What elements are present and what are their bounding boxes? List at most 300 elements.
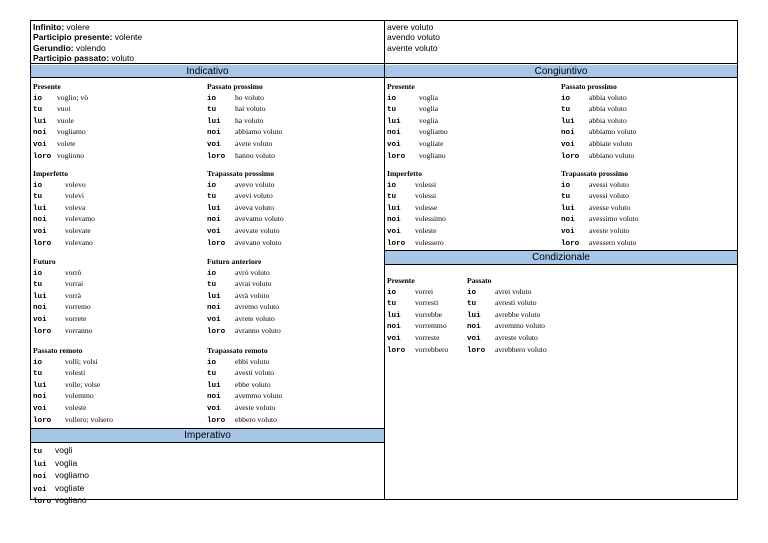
conjugation-row bbox=[33, 180, 95, 192]
conjugation-row bbox=[387, 116, 448, 128]
tense-title: Passato bbox=[467, 276, 492, 285]
pronoun: noi bbox=[33, 473, 47, 482]
pronoun: lui bbox=[207, 292, 221, 301]
participio-presente-value: volente bbox=[112, 32, 143, 43]
verb-form: voleva bbox=[65, 202, 86, 212]
pronoun: loro bbox=[33, 416, 52, 425]
verb-form: aveste voluto bbox=[589, 225, 630, 235]
pronoun: lui bbox=[387, 117, 401, 126]
conjugation-row bbox=[33, 357, 113, 369]
pronoun: noi bbox=[33, 393, 47, 402]
conjugation-row bbox=[467, 287, 547, 299]
pronoun: loro bbox=[561, 152, 580, 161]
pronoun: lui bbox=[33, 381, 47, 390]
verb-form: abbia voluto bbox=[589, 115, 627, 125]
tense-title: Futuro anteriore bbox=[207, 257, 262, 266]
gerundio-label: Gerundio: bbox=[33, 42, 74, 53]
pronoun: tu bbox=[467, 300, 477, 309]
pronoun: loro bbox=[467, 346, 486, 355]
pronoun: io bbox=[467, 288, 477, 297]
pronoun: noi bbox=[207, 304, 221, 313]
verb-form: avranno voluto bbox=[235, 325, 281, 335]
conjugation-row bbox=[561, 127, 636, 139]
conjugation-row bbox=[467, 321, 547, 333]
infinito-value: volere bbox=[64, 22, 90, 32]
tense-title: Trapassato remoto bbox=[207, 346, 268, 355]
verb-form: avevano voluto bbox=[235, 237, 282, 247]
conjugation-row bbox=[207, 226, 284, 238]
pronoun: io bbox=[33, 181, 43, 190]
pronoun: lui bbox=[207, 204, 221, 213]
conjugation-row bbox=[207, 180, 284, 192]
pronoun: noi bbox=[33, 304, 47, 313]
verb-form: volevate bbox=[65, 225, 91, 235]
pronoun: voi bbox=[207, 315, 221, 324]
verb-form: avrete voluto bbox=[235, 313, 275, 323]
conjugation-row bbox=[387, 226, 446, 238]
verb-form: abbiamo voluto bbox=[589, 127, 637, 137]
conjugation-row bbox=[561, 104, 636, 116]
pronoun: io bbox=[561, 94, 571, 103]
pronoun: noi bbox=[387, 216, 401, 225]
verb-form: volessi bbox=[415, 191, 437, 201]
conjugation-row bbox=[561, 151, 636, 163]
pronoun: lui bbox=[33, 204, 47, 213]
conjugation-row bbox=[387, 287, 448, 299]
tense-title: Passato prossimo bbox=[207, 82, 263, 91]
compound-participio: avente voluto bbox=[387, 42, 438, 53]
pronoun: io bbox=[387, 94, 397, 103]
pronoun: lui bbox=[33, 117, 47, 126]
conjugation-row bbox=[33, 302, 92, 314]
pronoun: tu bbox=[387, 106, 397, 115]
ind-passato-remoto bbox=[33, 346, 113, 426]
verb-form: volessimo bbox=[415, 214, 446, 224]
pronoun: io bbox=[33, 94, 43, 103]
pronoun: voi bbox=[33, 485, 47, 494]
conjugation-row bbox=[207, 357, 282, 369]
conjugation-row bbox=[387, 139, 448, 151]
verb-form: volevi bbox=[65, 191, 84, 201]
verb-form: aveste voluto bbox=[235, 402, 276, 412]
verb-form: vorrebbe bbox=[415, 309, 442, 319]
gerundio-value: volendo bbox=[73, 42, 106, 53]
conjugation-row bbox=[561, 180, 639, 192]
imperativo-row bbox=[33, 495, 89, 508]
verb-form: avevi voluto bbox=[235, 191, 273, 201]
pronoun: lui bbox=[561, 204, 575, 213]
conjugation-row bbox=[561, 191, 639, 203]
conjugation-row bbox=[467, 345, 547, 357]
pronoun: noi bbox=[387, 323, 401, 332]
verb-form: vogli bbox=[55, 445, 73, 455]
verb-form: volevamo bbox=[65, 214, 95, 224]
pronoun: noi bbox=[207, 216, 221, 225]
cong-presente bbox=[387, 82, 448, 162]
pronoun: noi bbox=[33, 216, 47, 225]
imperativo-row bbox=[33, 483, 89, 496]
verb-form: volesti bbox=[65, 368, 86, 378]
verb-form: vorrebbero bbox=[415, 344, 449, 354]
verb-form: avreste voluto bbox=[495, 332, 538, 342]
verb-form: vorrete bbox=[65, 313, 87, 323]
conjugation-row bbox=[207, 238, 284, 250]
imperativo-header: Imperativo bbox=[31, 428, 384, 443]
conjugation-row bbox=[33, 226, 95, 238]
condizionale-header: Condizionale bbox=[385, 250, 737, 265]
verb-form: avrebbero voluto bbox=[495, 344, 547, 354]
verb-form: avremo voluto bbox=[235, 302, 280, 312]
tense-title: Imperfetto bbox=[33, 169, 68, 178]
conjugation-row bbox=[33, 127, 88, 139]
ind-trapassato-prossimo bbox=[207, 169, 284, 249]
indicativo-header: Indicativo bbox=[31, 65, 384, 78]
verb-form: vogliamo bbox=[57, 127, 86, 137]
verb-form: vorrò bbox=[65, 267, 82, 277]
pronoun: io bbox=[207, 181, 217, 190]
pronoun: voi bbox=[207, 140, 221, 149]
pronoun: loro bbox=[33, 327, 52, 336]
conjugation-row bbox=[387, 333, 448, 345]
pronoun: voi bbox=[207, 404, 221, 413]
verb-form: volessero bbox=[415, 237, 444, 247]
verb-form: avemmo voluto bbox=[235, 391, 283, 401]
verb-form: voglio; vò bbox=[57, 92, 89, 102]
conjugation-row bbox=[33, 214, 95, 226]
conjugation-row bbox=[33, 291, 92, 303]
pronoun: lui bbox=[33, 292, 47, 301]
participio-passato-value: voluto bbox=[109, 52, 135, 63]
pronoun: tu bbox=[561, 193, 571, 202]
verb-form: ha voluto bbox=[235, 115, 264, 125]
pronoun: loro bbox=[33, 498, 52, 507]
verb-form: voglia bbox=[419, 104, 438, 114]
conjugation-row bbox=[467, 298, 547, 310]
conjugation-row bbox=[561, 139, 636, 151]
verb-form: vuoi bbox=[57, 104, 71, 114]
pronoun: loro bbox=[561, 239, 580, 248]
pronoun: tu bbox=[33, 370, 43, 379]
conjugation-row bbox=[33, 368, 113, 380]
imperativo-list bbox=[33, 445, 89, 508]
verb-form: volli; volsi bbox=[65, 356, 98, 366]
conjugation-row bbox=[207, 214, 284, 226]
verb-form: vorremmo bbox=[415, 321, 447, 331]
pronoun: loro bbox=[33, 239, 52, 248]
verb-form: vorranno bbox=[65, 325, 93, 335]
conjugation-row bbox=[207, 368, 282, 380]
verb-form: avrei voluto bbox=[495, 286, 532, 296]
verb-form: voglia bbox=[419, 115, 438, 125]
participio-presente-label: Participio presente: bbox=[33, 32, 113, 43]
verb-form: vogliate bbox=[55, 482, 85, 493]
conjugation-row bbox=[207, 302, 281, 314]
verb-form: vogliono bbox=[57, 150, 85, 160]
conjugation-row bbox=[207, 104, 282, 116]
verb-form: ebbe voluto bbox=[235, 379, 271, 389]
conjugation-row bbox=[467, 310, 547, 322]
verb-form: vorrai bbox=[65, 279, 84, 289]
pronoun: io bbox=[33, 269, 43, 278]
conjugation-row bbox=[207, 127, 282, 139]
verb-form: volle; volse bbox=[65, 379, 101, 389]
conjugation-row bbox=[387, 214, 446, 226]
pronoun: loro bbox=[387, 152, 406, 161]
pronoun: loro bbox=[387, 239, 406, 248]
pronoun: lui bbox=[207, 117, 221, 126]
pronoun: voi bbox=[561, 140, 575, 149]
cong-imperfetto bbox=[387, 169, 446, 249]
pronoun: voi bbox=[33, 140, 47, 149]
verb-form: vorrei bbox=[415, 286, 434, 296]
cond-passato bbox=[467, 276, 547, 356]
verb-form: vogliamo bbox=[55, 470, 90, 481]
verb-form: abbia voluto bbox=[589, 92, 627, 102]
conjugation-row bbox=[207, 191, 284, 203]
pronoun: voi bbox=[387, 227, 401, 236]
conjugation-row bbox=[387, 298, 448, 310]
conjugation-row bbox=[207, 139, 282, 151]
pronoun: loro bbox=[207, 152, 226, 161]
conjugation-row bbox=[207, 380, 282, 392]
verb-form: avessimo voluto bbox=[589, 214, 639, 224]
pronoun: voi bbox=[33, 404, 47, 413]
conjugation-row bbox=[561, 238, 639, 250]
verb-form: avesti voluto bbox=[235, 368, 275, 378]
verb-form: voglia bbox=[55, 457, 78, 468]
verb-form: aveva voluto bbox=[235, 202, 275, 212]
conjugation-row bbox=[387, 321, 448, 333]
conjugation-row bbox=[467, 333, 547, 345]
pronoun: voi bbox=[207, 227, 221, 236]
pronoun: io bbox=[387, 288, 397, 297]
pronoun: tu bbox=[207, 106, 217, 115]
verb-form: abbia voluto bbox=[589, 104, 627, 114]
verb-form: avresti voluto bbox=[495, 298, 537, 308]
pronoun: voi bbox=[561, 227, 575, 236]
pronoun: tu bbox=[33, 281, 43, 290]
tense-title: Futuro bbox=[33, 257, 56, 266]
conjugation-row bbox=[33, 191, 95, 203]
conjugation-row bbox=[33, 203, 95, 215]
ind-imperfetto bbox=[33, 169, 95, 249]
verb-form: voleste bbox=[65, 402, 87, 412]
conjugation-row bbox=[207, 279, 281, 291]
participio-passato-label: Participio passato: bbox=[33, 52, 110, 63]
verb-form: vorresti bbox=[415, 298, 439, 308]
conjugation-table bbox=[30, 20, 738, 507]
cong-trapassato-prossimo bbox=[561, 169, 639, 249]
verb-form: vorreste bbox=[415, 332, 440, 342]
conjugation-row bbox=[33, 391, 113, 403]
pronoun: loro bbox=[387, 346, 406, 355]
pronoun: io bbox=[387, 181, 397, 190]
verb-form: volesse bbox=[415, 202, 438, 212]
pronoun: io bbox=[207, 269, 217, 278]
pronoun: noi bbox=[33, 129, 47, 138]
conjugation-row bbox=[387, 203, 446, 215]
conjugation-row bbox=[33, 403, 113, 415]
pronoun: lui bbox=[561, 117, 575, 126]
pronoun: tu bbox=[33, 106, 43, 115]
pronoun: voi bbox=[33, 227, 47, 236]
pronoun: noi bbox=[387, 129, 401, 138]
conjugation-row bbox=[561, 214, 639, 226]
conjugation-row bbox=[33, 104, 88, 116]
verb-form: vogliano bbox=[55, 495, 87, 506]
info-right bbox=[387, 22, 440, 53]
verb-form: avessero voluto bbox=[589, 237, 637, 247]
ind-futuro bbox=[33, 257, 92, 337]
tense-title: Presente bbox=[387, 82, 415, 91]
pronoun: voi bbox=[467, 334, 481, 343]
conjugation-row bbox=[207, 116, 282, 128]
conjugation-row bbox=[387, 127, 448, 139]
verb-form: abbiamo voluto bbox=[235, 127, 283, 137]
verb-form: avrai voluto bbox=[235, 279, 272, 289]
ind-presente bbox=[33, 82, 88, 162]
pronoun: lui bbox=[33, 460, 47, 469]
verb-form: volessi bbox=[415, 179, 437, 189]
conjugation-row bbox=[561, 226, 639, 238]
pronoun: io bbox=[207, 94, 217, 103]
conjugation-row bbox=[207, 93, 282, 105]
tense-title: Passato remoto bbox=[33, 346, 83, 355]
conjugation-row bbox=[561, 116, 636, 128]
tense-title: Passato prossimo bbox=[561, 82, 617, 91]
conjugation-row bbox=[207, 403, 282, 415]
pronoun: tu bbox=[33, 193, 43, 202]
pronoun: lui bbox=[467, 311, 481, 320]
conjugation-row bbox=[33, 380, 113, 392]
conjugation-row bbox=[387, 180, 446, 192]
conjugation-row bbox=[387, 151, 448, 163]
pronoun: tu bbox=[387, 193, 397, 202]
tense-title: Presente bbox=[387, 276, 415, 285]
pronoun: tu bbox=[207, 281, 217, 290]
tense-title: Trapassato prossimo bbox=[561, 169, 629, 178]
conjugation-row bbox=[561, 203, 639, 215]
infinito-label: Infinito: bbox=[33, 22, 65, 32]
verb-form: volemmo bbox=[65, 391, 94, 401]
conjugation-row bbox=[207, 391, 282, 403]
verb-form: voglia bbox=[419, 92, 438, 102]
verb-form: avevo voluto bbox=[235, 179, 275, 189]
verb-form: hanno voluto bbox=[235, 150, 275, 160]
verb-form: volevano bbox=[65, 237, 93, 247]
pronoun: lui bbox=[387, 311, 401, 320]
verb-form: voleste bbox=[415, 225, 437, 235]
conjugation-row bbox=[33, 139, 88, 151]
cond-presente bbox=[387, 276, 448, 356]
conjugation-row bbox=[207, 268, 281, 280]
verb-form: avremmo voluto bbox=[495, 321, 545, 331]
ind-passato-prossimo bbox=[207, 82, 282, 162]
compound-gerundio: avendo voluto bbox=[387, 32, 440, 43]
conjugation-row bbox=[33, 238, 95, 250]
pronoun: voi bbox=[387, 334, 401, 343]
pronoun: lui bbox=[387, 204, 401, 213]
pronoun: noi bbox=[467, 323, 481, 332]
conjugation-row bbox=[207, 314, 281, 326]
verb-form: avrà voluto bbox=[235, 290, 270, 300]
verb-form: ebbero voluto bbox=[235, 414, 277, 424]
pronoun: voi bbox=[387, 140, 401, 149]
verb-form: vorremo bbox=[65, 302, 91, 312]
verb-form: vogliate bbox=[419, 138, 444, 148]
verb-form: vogliano bbox=[419, 150, 446, 160]
conjugation-row bbox=[33, 93, 88, 105]
pronoun: noi bbox=[207, 393, 221, 402]
conjugation-row bbox=[387, 104, 448, 116]
conjugation-row bbox=[33, 151, 88, 163]
verb-form: abbiate voluto bbox=[589, 138, 633, 148]
compound-infinito: avere voluto bbox=[387, 22, 434, 32]
conjugation-row bbox=[33, 326, 92, 338]
pronoun: loro bbox=[207, 416, 226, 425]
pronoun: tu bbox=[387, 300, 397, 309]
conjugation-row bbox=[387, 238, 446, 250]
imperativo-row bbox=[33, 445, 89, 458]
info-left bbox=[33, 22, 142, 63]
conjugation-row bbox=[33, 268, 92, 280]
verb-form: avrò voluto bbox=[235, 267, 270, 277]
conjugation-row bbox=[387, 93, 448, 105]
conjugation-row bbox=[33, 415, 113, 427]
congiuntivo-header: Congiuntivo bbox=[385, 65, 737, 78]
verb-form: avesse voluto bbox=[589, 202, 631, 212]
verb-form: avete voluto bbox=[235, 138, 273, 148]
conjugation-row bbox=[33, 116, 88, 128]
verb-form: avevate voluto bbox=[235, 225, 280, 235]
conjugation-row bbox=[207, 326, 281, 338]
verb-form: avessi voluto bbox=[589, 191, 629, 201]
conjugation-row bbox=[387, 310, 448, 322]
pronoun: lui bbox=[207, 381, 221, 390]
verb-form: avrebbe voluto bbox=[495, 309, 541, 319]
verb-form: hai voluto bbox=[235, 104, 266, 114]
tense-title: Imperfetto bbox=[387, 169, 422, 178]
imperativo-row bbox=[33, 458, 89, 471]
cong-passato-prossimo bbox=[561, 82, 636, 162]
pronoun: noi bbox=[207, 129, 221, 138]
tense-title: Presente bbox=[33, 82, 61, 91]
conjugation-row bbox=[207, 203, 284, 215]
pronoun: noi bbox=[561, 216, 575, 225]
conjugation-row bbox=[33, 314, 92, 326]
pronoun: io bbox=[561, 181, 571, 190]
pronoun: loro bbox=[207, 239, 226, 248]
ind-trapassato-remoto bbox=[207, 346, 282, 426]
conjugation-row bbox=[561, 93, 636, 105]
pronoun: voi bbox=[33, 315, 47, 324]
pronoun: io bbox=[207, 358, 217, 367]
conjugation-row bbox=[387, 191, 446, 203]
pronoun: tu bbox=[207, 370, 217, 379]
imperativo-row bbox=[33, 470, 89, 483]
conjugation-row bbox=[33, 279, 92, 291]
ind-futuro-anteriore bbox=[207, 257, 281, 337]
pronoun: tu bbox=[207, 193, 217, 202]
pronoun: io bbox=[33, 358, 43, 367]
verb-form: vollero; volsero bbox=[65, 414, 113, 424]
verb-form: ebbi voluto bbox=[235, 356, 270, 366]
pronoun: noi bbox=[561, 129, 575, 138]
pronoun: tu bbox=[561, 106, 571, 115]
verb-form: avevamo voluto bbox=[235, 214, 284, 224]
pronoun: loro bbox=[33, 152, 52, 161]
pronoun: tu bbox=[33, 448, 43, 456]
